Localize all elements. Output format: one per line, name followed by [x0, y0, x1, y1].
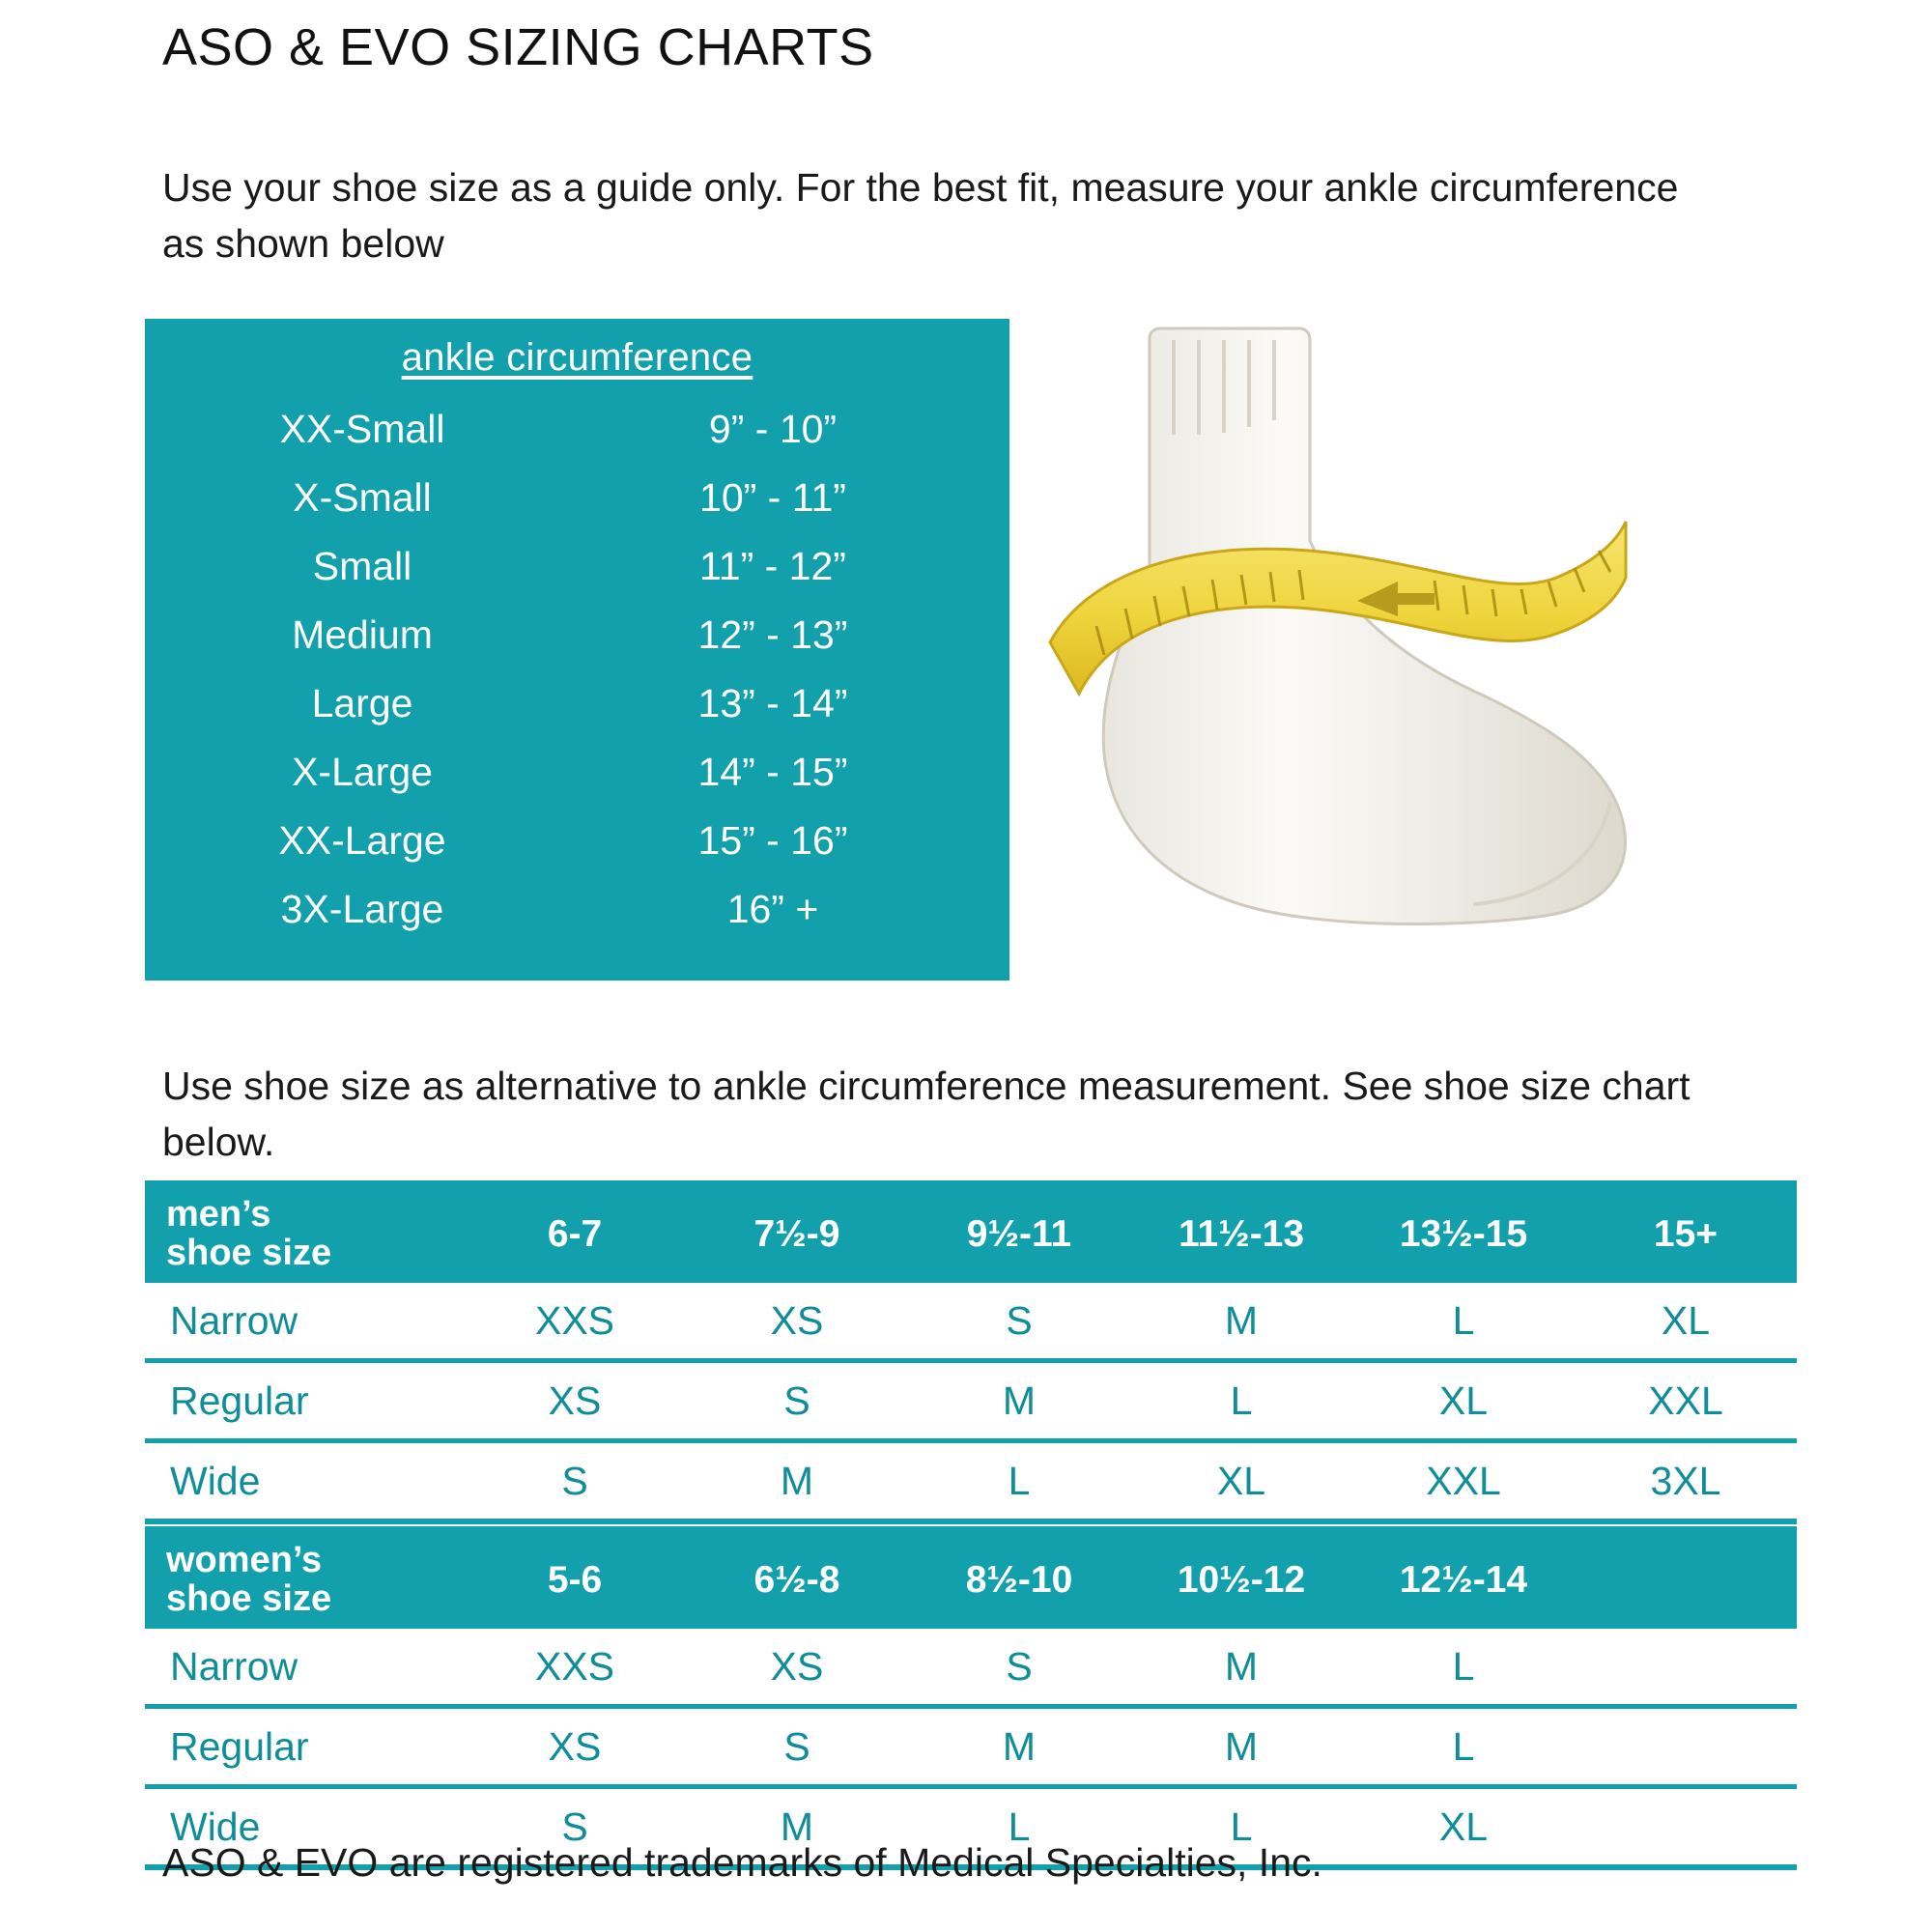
table-cell: XS — [686, 1283, 908, 1361]
table-cell: XXS — [464, 1283, 686, 1361]
table-cell: XL — [1575, 1283, 1797, 1361]
table-cell: L — [1130, 1787, 1352, 1865]
table-cell — [1575, 1629, 1797, 1707]
row-label: Narrow — [145, 1283, 464, 1361]
foot-with-measuring-tape-illustration — [1019, 319, 1792, 985]
table-cell: L — [908, 1787, 1130, 1865]
table-row — [145, 1629, 1797, 1707]
ankle-size-range: 11” - 12” — [699, 544, 846, 588]
womens-header-line1: women’s — [166, 1540, 323, 1581]
ankle-size-range: 14” - 15” — [697, 750, 848, 794]
table-cell: XL — [1352, 1361, 1575, 1441]
table-cell — [1575, 1707, 1797, 1787]
table-cell: XL — [1352, 1787, 1575, 1865]
table-cell: M — [686, 1787, 908, 1865]
list-item — [145, 395, 1009, 464]
list-item — [145, 464, 1009, 532]
ankle-circumference-heading: ankle circumference — [401, 336, 753, 379]
column-header: 9½-11 — [908, 1186, 1130, 1283]
table-cell: XXS — [464, 1629, 686, 1707]
table-cell: M — [1130, 1283, 1352, 1361]
ankle-size-range: 10” - 11” — [699, 475, 846, 520]
table-cell: L — [1130, 1361, 1352, 1441]
table-row — [145, 1707, 1797, 1787]
ankle-size-label: XX-Small — [279, 407, 445, 451]
mens-header-line2: shoe size — [166, 1233, 332, 1273]
table-cell: XS — [464, 1361, 686, 1441]
table-cell: S — [464, 1787, 686, 1865]
table-cell: L — [1352, 1629, 1575, 1707]
row-label: Wide — [145, 1787, 464, 1865]
table-cell: XS — [686, 1629, 908, 1707]
ankle-circumference-rows — [145, 395, 1009, 944]
table-cell: XS — [464, 1707, 686, 1787]
row-label: Regular — [145, 1361, 464, 1441]
ankle-size-label: Medium — [292, 612, 433, 657]
column-header — [1575, 1532, 1797, 1629]
ankle-size-label: X-Large — [292, 750, 433, 794]
table-cell: M — [1130, 1707, 1352, 1787]
column-header: 12½-14 — [1352, 1532, 1575, 1629]
table-cell: L — [1352, 1283, 1575, 1361]
column-header: 6½-8 — [686, 1532, 908, 1629]
ankle-size-label: XX-Large — [278, 818, 446, 863]
mens-header-line1: men’s — [166, 1194, 271, 1236]
mens-header-label — [145, 1186, 464, 1283]
list-item — [145, 601, 1009, 669]
table-cell: S — [464, 1441, 686, 1520]
column-header: 13½-15 — [1352, 1186, 1575, 1283]
table-row — [145, 1361, 1797, 1441]
ankle-size-range: 13” - 14” — [697, 681, 848, 725]
table-cell: XXL — [1575, 1361, 1797, 1441]
column-header: 5-6 — [464, 1532, 686, 1629]
table-cell: S — [686, 1361, 908, 1441]
table-cell: M — [908, 1361, 1130, 1441]
ankle-size-range: 15” - 16” — [697, 818, 848, 863]
ankle-size-label: 3X-Large — [280, 887, 444, 931]
list-item — [145, 807, 1009, 875]
ankle-size-range: 16” + — [726, 887, 819, 931]
ankle-circumference-panel — [145, 319, 1009, 980]
ankle-size-label: X-Small — [293, 475, 432, 520]
table-header-row — [145, 1532, 1797, 1629]
table-row — [145, 1441, 1797, 1520]
ankle-size-range: 12” - 13” — [697, 612, 848, 657]
table-cell: XL — [1130, 1441, 1352, 1520]
page-title: ASO & EVO SIZING CHARTS — [162, 18, 874, 76]
table-cell: S — [908, 1629, 1130, 1707]
table-header-row — [145, 1186, 1797, 1283]
list-item — [145, 532, 1009, 601]
table-cell: M — [908, 1707, 1130, 1787]
list-item — [145, 738, 1009, 807]
column-header: 15+ — [1575, 1186, 1797, 1283]
table-cell: L — [908, 1441, 1130, 1520]
column-header: 7½-9 — [686, 1186, 908, 1283]
womens-shoe-size-table — [145, 1526, 1797, 1870]
list-item — [145, 875, 1009, 944]
table-cell — [1575, 1787, 1797, 1865]
list-item — [145, 669, 1009, 738]
column-header: 11½-13 — [1130, 1186, 1352, 1283]
womens-header-line2: shoe size — [166, 1578, 332, 1619]
column-header: 8½-10 — [908, 1532, 1130, 1629]
table-cell: L — [1352, 1707, 1575, 1787]
ankle-size-label: Large — [311, 681, 413, 725]
mens-shoe-size-table — [145, 1180, 1797, 1524]
table-cell: S — [686, 1707, 908, 1787]
table-cell: M — [686, 1441, 908, 1520]
table-row — [145, 1283, 1797, 1361]
table-cell: S — [908, 1283, 1130, 1361]
column-header: 10½-12 — [1130, 1532, 1352, 1629]
trademark-footer: ASO & EVO are registered trademarks of Medical Specialties, Inc. — [162, 1840, 1322, 1885]
row-label: Regular — [145, 1707, 464, 1787]
intro-paragraph-2: Use shoe size as alternative to ankle circumference measurement. See shoe size chart below. — [162, 1064, 1690, 1165]
intro-paragraph: Use your shoe size as a guide only. For the best fit, measure your ankle circumference as shown below — [162, 165, 1679, 267]
row-label: Wide — [145, 1441, 464, 1520]
column-header: 6-7 — [464, 1186, 686, 1283]
table-cell: 3XL — [1575, 1441, 1797, 1520]
womens-header-label — [145, 1532, 464, 1629]
ankle-size-label: Small — [312, 544, 412, 588]
ankle-size-range: 9” - 10” — [708, 407, 838, 451]
table-cell: M — [1130, 1629, 1352, 1707]
row-label: Narrow — [145, 1629, 464, 1707]
table-cell: XXL — [1352, 1441, 1575, 1520]
